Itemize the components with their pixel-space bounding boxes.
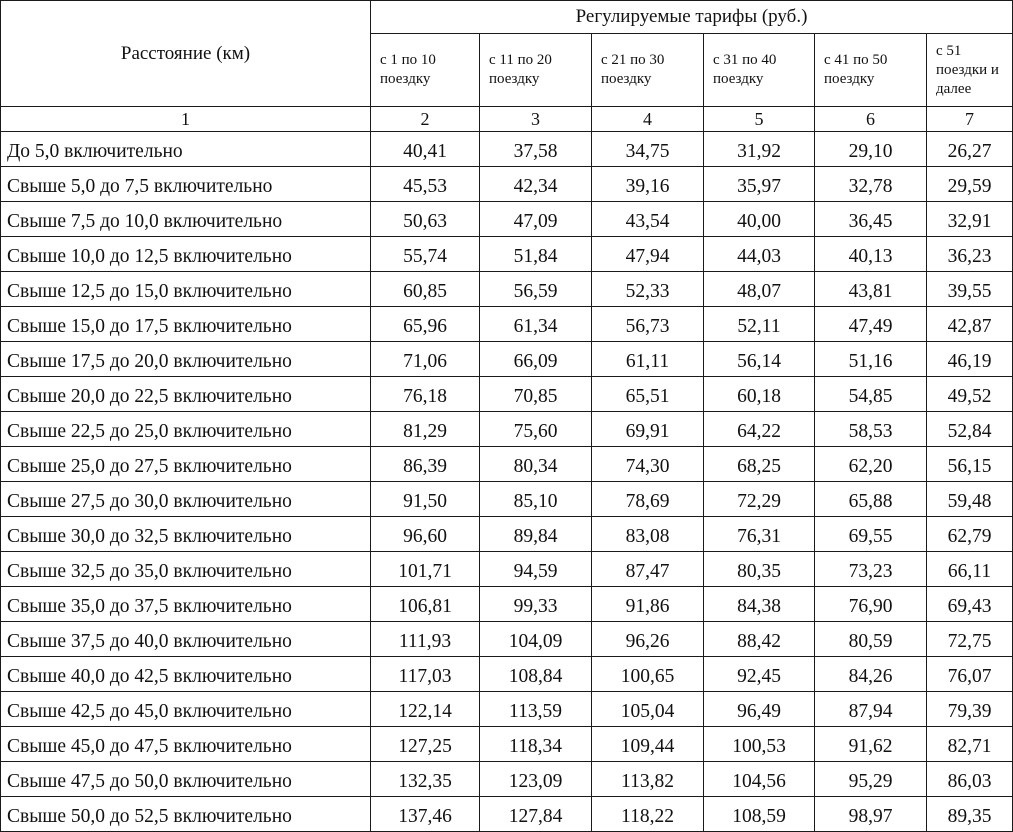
table-row (1, 377, 1013, 412)
tariff-cell: 92,45 (704, 657, 815, 692)
table-row (1, 797, 1013, 832)
distance-cell: Свыше 12,5 до 15,0 включительно (1, 272, 371, 307)
tariff-cell: 60,18 (704, 377, 815, 412)
tariff-cell: 64,22 (704, 412, 815, 447)
tariff-cell: 52,33 (592, 272, 704, 307)
column-number: 2 (371, 107, 480, 132)
tariff-cell: 109,44 (592, 727, 704, 762)
column-number: 1 (1, 107, 371, 132)
tariff-cell: 34,75 (592, 132, 704, 167)
tariff-cell: 80,59 (815, 622, 927, 657)
tariff-cell: 45,53 (371, 167, 480, 202)
tariff-cell: 89,84 (480, 517, 592, 552)
tariff-cell: 91,62 (815, 727, 927, 762)
tariff-cell: 94,59 (480, 552, 592, 587)
column-number: 5 (704, 107, 815, 132)
distance-cell: Свыше 25,0 до 27,5 включительно (1, 447, 371, 482)
tariff-cell: 113,59 (480, 692, 592, 727)
tariff-cell: 69,91 (592, 412, 704, 447)
tariff-cell: 127,25 (371, 727, 480, 762)
table-row (1, 762, 1013, 797)
tariff-cell: 99,33 (480, 587, 592, 622)
tariff-cell: 46,19 (927, 342, 1013, 377)
tariff-cell: 48,07 (704, 272, 815, 307)
tariff-cell: 51,16 (815, 342, 927, 377)
table-row (1, 657, 1013, 692)
column-number: 7 (927, 107, 1013, 132)
distance-header: Расстояние (км) (1, 1, 371, 107)
tariff-cell: 87,94 (815, 692, 927, 727)
tariff-cell: 65,88 (815, 482, 927, 517)
tariff-cell: 37,58 (480, 132, 592, 167)
tariff-cell: 85,10 (480, 482, 592, 517)
table-row (1, 167, 1013, 202)
tariff-cell: 91,86 (592, 587, 704, 622)
tariff-cell: 40,00 (704, 202, 815, 237)
tariff-cell: 70,85 (480, 377, 592, 412)
tariff-cell: 74,30 (592, 447, 704, 482)
table-row (1, 587, 1013, 622)
tariff-cell: 132,35 (371, 762, 480, 797)
tariff-cell: 76,07 (927, 657, 1013, 692)
tariff-cell: 59,48 (927, 482, 1013, 517)
tariff-cell: 65,96 (371, 307, 480, 342)
tariff-cell: 42,34 (480, 167, 592, 202)
distance-cell: Свыше 30,0 до 32,5 включительно (1, 517, 371, 552)
tariff-cell: 79,39 (927, 692, 1013, 727)
tariff-cell: 100,53 (704, 727, 815, 762)
tariff-cell: 40,41 (371, 132, 480, 167)
tariff-cell: 55,74 (371, 237, 480, 272)
tariff-cell: 105,04 (592, 692, 704, 727)
table-row (1, 447, 1013, 482)
tariff-cell: 47,94 (592, 237, 704, 272)
distance-cell: До 5,0 включительно (1, 132, 371, 167)
distance-cell: Свыше 50,0 до 52,5 включительно (1, 797, 371, 832)
tariff-cell: 56,15 (927, 447, 1013, 482)
tariff-cell: 72,29 (704, 482, 815, 517)
tariff-cell: 76,18 (371, 377, 480, 412)
tariff-cell: 82,71 (927, 727, 1013, 762)
tariff-cell: 60,85 (371, 272, 480, 307)
tariff-cell: 122,14 (371, 692, 480, 727)
column-header: с 11 по 20 поездку (480, 34, 592, 107)
table-row (1, 342, 1013, 377)
tariff-cell: 51,84 (480, 237, 592, 272)
column-number: 4 (592, 107, 704, 132)
tariff-cell: 76,31 (704, 517, 815, 552)
distance-cell: Свыше 27,5 до 30,0 включительно (1, 482, 371, 517)
table-row (1, 412, 1013, 447)
tariff-cell: 47,09 (480, 202, 592, 237)
tariff-cell: 47,49 (815, 307, 927, 342)
tariff-cell: 29,59 (927, 167, 1013, 202)
tariff-cell: 83,08 (592, 517, 704, 552)
tariff-cell: 106,81 (371, 587, 480, 622)
tariff-cell: 101,71 (371, 552, 480, 587)
distance-cell: Свыше 40,0 до 42,5 включительно (1, 657, 371, 692)
tariff-cell: 108,59 (704, 797, 815, 832)
tariff-cell: 66,09 (480, 342, 592, 377)
tariff-cell: 66,11 (927, 552, 1013, 587)
tariff-cell: 62,20 (815, 447, 927, 482)
tariff-cell: 88,42 (704, 622, 815, 657)
table-row (1, 132, 1013, 167)
tariff-cell: 96,26 (592, 622, 704, 657)
tariff-cell: 40,13 (815, 237, 927, 272)
tariff-cell: 71,06 (371, 342, 480, 377)
tariff-cell: 52,84 (927, 412, 1013, 447)
tariff-cell: 118,34 (480, 727, 592, 762)
tariff-cell: 50,63 (371, 202, 480, 237)
tariff-cell: 84,38 (704, 587, 815, 622)
tariff-cell: 104,56 (704, 762, 815, 797)
tariff-cell: 68,25 (704, 447, 815, 482)
tariff-cell: 127,84 (480, 797, 592, 832)
tariff-cell: 36,45 (815, 202, 927, 237)
distance-cell: Свыше 5,0 до 7,5 включительно (1, 167, 371, 202)
tariff-cell: 91,50 (371, 482, 480, 517)
tariff-cell: 26,27 (927, 132, 1013, 167)
column-number: 6 (815, 107, 927, 132)
tariff-cell: 80,34 (480, 447, 592, 482)
distance-cell: Свыше 17,5 до 20,0 включительно (1, 342, 371, 377)
distance-cell: Свыше 32,5 до 35,0 включительно (1, 552, 371, 587)
tariff-cell: 43,81 (815, 272, 927, 307)
distance-cell: Свыше 7,5 до 10,0 включительно (1, 202, 371, 237)
tariff-cell: 61,34 (480, 307, 592, 342)
column-header: с 1 по 10 поездку (371, 34, 480, 107)
tariff-cell: 62,79 (927, 517, 1013, 552)
tariff-cell: 61,11 (592, 342, 704, 377)
tariff-cell: 86,03 (927, 762, 1013, 797)
column-number: 3 (480, 107, 592, 132)
tariff-cell: 96,49 (704, 692, 815, 727)
tariff-cell: 111,93 (371, 622, 480, 657)
tariff-cell: 42,87 (927, 307, 1013, 342)
tariff-cell: 31,92 (704, 132, 815, 167)
tariff-cell: 104,09 (480, 622, 592, 657)
tariff-cell: 43,54 (592, 202, 704, 237)
tariff-cell: 29,10 (815, 132, 927, 167)
table-row (1, 237, 1013, 272)
tariff-cell: 44,03 (704, 237, 815, 272)
tariff-cell: 52,11 (704, 307, 815, 342)
table-row (1, 202, 1013, 237)
tariff-cell: 80,35 (704, 552, 815, 587)
table-header (1, 1, 1013, 132)
tariff-cell: 76,90 (815, 587, 927, 622)
tariff-cell: 118,22 (592, 797, 704, 832)
tariff-cell: 58,53 (815, 412, 927, 447)
tariff-cell: 56,59 (480, 272, 592, 307)
tariff-cell: 54,85 (815, 377, 927, 412)
column-header: с 31 по 40 поездку (704, 34, 815, 107)
distance-cell: Свыше 42,5 до 45,0 включительно (1, 692, 371, 727)
tariff-cell: 123,09 (480, 762, 592, 797)
column-header: с 41 по 50 поездку (815, 34, 927, 107)
distance-cell: Свыше 47,5 до 50,0 включительно (1, 762, 371, 797)
tariff-cell: 84,26 (815, 657, 927, 692)
tariff-cell: 49,52 (927, 377, 1013, 412)
tariff-cell: 87,47 (592, 552, 704, 587)
distance-cell: Свыше 22,5 до 25,0 включительно (1, 412, 371, 447)
tariff-cell: 65,51 (592, 377, 704, 412)
tariff-cell: 100,65 (592, 657, 704, 692)
tariff-cell: 89,35 (927, 797, 1013, 832)
tariffs-header: Регулируемые тарифы (руб.) (371, 1, 1013, 34)
tariff-cell: 35,97 (704, 167, 815, 202)
tariff-cell: 95,29 (815, 762, 927, 797)
distance-cell: Свыше 45,0 до 47,5 включительно (1, 727, 371, 762)
table-body (1, 132, 1013, 832)
column-header: с 21 по 30 поездку (592, 34, 704, 107)
tariff-cell: 32,91 (927, 202, 1013, 237)
table-row (1, 727, 1013, 762)
tariff-cell: 69,55 (815, 517, 927, 552)
tariff-cell: 117,03 (371, 657, 480, 692)
table-row (1, 692, 1013, 727)
tariff-cell: 73,23 (815, 552, 927, 587)
tariff-cell: 108,84 (480, 657, 592, 692)
table-row (1, 307, 1013, 342)
tariff-cell: 137,46 (371, 797, 480, 832)
tariff-cell: 96,60 (371, 517, 480, 552)
table-row (1, 517, 1013, 552)
tariff-cell: 86,39 (371, 447, 480, 482)
tariff-cell: 69,43 (927, 587, 1013, 622)
table-row (1, 272, 1013, 307)
tariff-cell: 39,55 (927, 272, 1013, 307)
tariff-cell: 75,60 (480, 412, 592, 447)
table-row (1, 552, 1013, 587)
tariff-cell: 32,78 (815, 167, 927, 202)
tariff-cell: 98,97 (815, 797, 927, 832)
tariff-cell: 36,23 (927, 237, 1013, 272)
distance-cell: Свыше 37,5 до 40,0 включительно (1, 622, 371, 657)
distance-cell: Свыше 15,0 до 17,5 включительно (1, 307, 371, 342)
tariff-cell: 72,75 (927, 622, 1013, 657)
distance-cell: Свыше 20,0 до 22,5 включительно (1, 377, 371, 412)
tariff-cell: 56,73 (592, 307, 704, 342)
tariff-cell: 56,14 (704, 342, 815, 377)
table-row (1, 482, 1013, 517)
tariff-cell: 81,29 (371, 412, 480, 447)
tariff-cell: 113,82 (592, 762, 704, 797)
table-row (1, 622, 1013, 657)
distance-cell: Свыше 35,0 до 37,5 включительно (1, 587, 371, 622)
tariff-cell: 78,69 (592, 482, 704, 517)
tariff-cell: 39,16 (592, 167, 704, 202)
column-header: с 51 поездки и далее (927, 34, 1013, 107)
distance-cell: Свыше 10,0 до 12,5 включительно (1, 237, 371, 272)
